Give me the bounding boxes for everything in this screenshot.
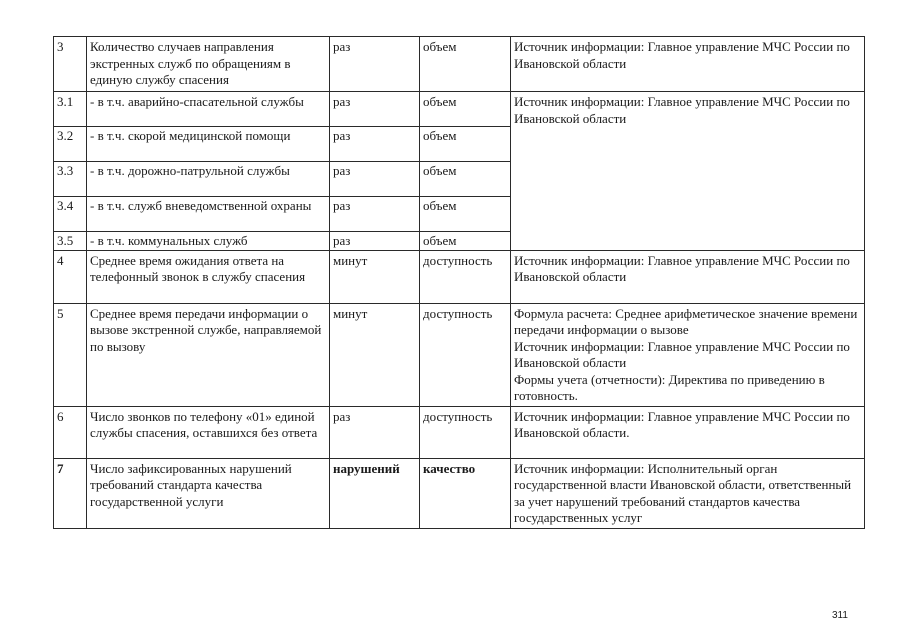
indicator-name: - в т.ч. аварийно-спасательной службы [87,92,330,127]
row-number: 6 [54,406,87,458]
unit: раз [330,127,420,162]
info-source: Источник информации: Главное управление МЧС России по Ивановской области [511,92,865,251]
indicator-type: объем [420,92,511,127]
table-row [54,250,865,303]
indicator-type: объем [420,37,511,92]
indicator-type: качество [420,458,511,528]
indicator-type: доступность [420,303,511,406]
unit: минут [330,303,420,406]
source-line: Источник информации: Главное управление МЧС России по Ивановской области [514,338,850,370]
table-row [54,303,865,406]
reporting-form-line: Формы учета (отчетности): Директива по приведению в готовность. [514,371,825,403]
indicator-name: - в т.ч. коммунальных служб [87,232,330,251]
info-source: Источник информации: Главное управление МЧС России по Ивановской области [511,37,865,92]
indicator-name: - в т.ч. служб вневедомственной охраны [87,197,330,232]
unit: раз [330,37,420,92]
table-row [54,406,865,458]
row-number: 7 [54,458,87,528]
indicator-name: - в т.ч. скорой медицинской помощи [87,127,330,162]
unit: раз [330,232,420,251]
indicator-name: Среднее время ожидания ответа на телефонный звонок в службу спасения [87,250,330,303]
unit: раз [330,92,420,127]
row-number: 3.2 [54,127,87,162]
indicator-type: доступность [420,250,511,303]
indicators-table [53,36,865,529]
indicator-name: Количество случаев направления экстренных служб по обращениям в единую службу спасения [87,37,330,92]
unit: минут [330,250,420,303]
page-number: 311 [832,610,848,621]
info-source: Источник информации: Главное управление МЧС России по Ивановской области [511,250,865,303]
unit: раз [330,406,420,458]
formula-line: Формула расчета: Среднее арифметическое значение времени передачи информации о вызове [514,305,858,337]
unit: раз [330,197,420,232]
indicator-name: Среднее время передачи информации о вызове экстренной службе, направляемой по вызову [87,303,330,406]
indicator-name: Число звонков по телефону «01» единой службы спасения, оставшихся без ответа [87,406,330,458]
indicator-type: объем [420,232,511,251]
row-number: 3.5 [54,232,87,251]
table-row [54,37,865,92]
row-number: 3.3 [54,162,87,197]
row-number: 5 [54,303,87,406]
indicator-name: - в т.ч. дорожно-патрульной службы [87,162,330,197]
indicator-type: доступность [420,406,511,458]
indicator-name: Число зафиксированных нарушений требований стандарта качества государственной услуги [87,458,330,528]
info-source: Источник информации: Главное управление МЧС России по Ивановской области. [511,406,865,458]
info-source: Источник информации: Исполнительный орган государственной власти Ивановской области, ответственный за учет нарушений требований стандартов качества государственных услуг [511,458,865,528]
info-source [511,303,865,406]
unit: раз [330,162,420,197]
row-number: 4 [54,250,87,303]
table-row [54,458,865,528]
unit: нарушений [330,458,420,528]
indicator-type: объем [420,127,511,162]
row-number: 3.1 [54,92,87,127]
row-number: 3.4 [54,197,87,232]
indicator-type: объем [420,197,511,232]
row-number: 3 [54,37,87,92]
table-row [54,92,865,127]
indicator-type: объем [420,162,511,197]
